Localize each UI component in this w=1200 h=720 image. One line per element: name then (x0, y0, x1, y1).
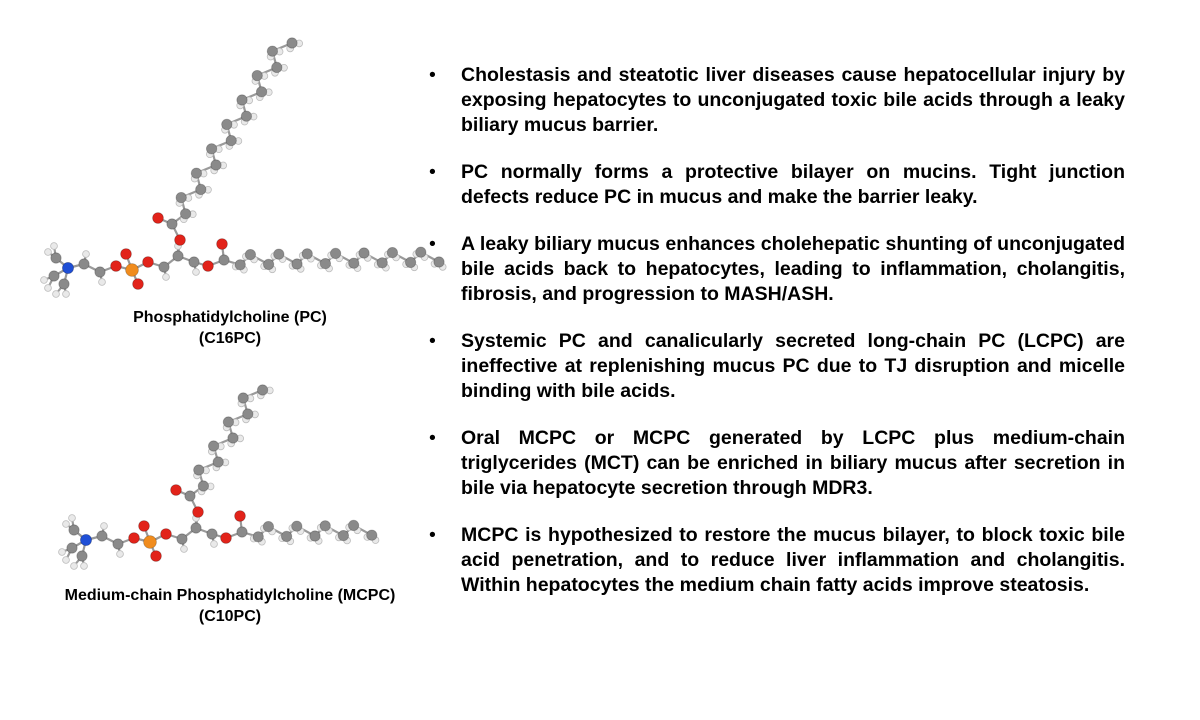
bullet-item (425, 232, 1125, 307)
carbon-atom (228, 433, 238, 443)
bullet-item (425, 523, 1125, 598)
carbon-atom (377, 258, 387, 268)
oxygen-atom (175, 235, 186, 246)
hydrogen-atom (51, 243, 58, 250)
oxygen-atom (153, 213, 164, 224)
hydrogen-atom (45, 249, 52, 256)
carbon-atom (113, 539, 123, 549)
bullet-item (425, 63, 1125, 138)
carbon-atom (67, 543, 77, 553)
carbon-atom (310, 531, 320, 541)
hydrogen-atom (45, 285, 52, 292)
hydrogen-atom (59, 549, 66, 556)
hydrogen-atom (41, 277, 48, 284)
carbon-atom (256, 87, 266, 97)
carbon-atom (191, 168, 201, 178)
oxygen-atom (151, 551, 162, 562)
carbon-atom (226, 135, 236, 145)
carbon-atom (330, 248, 340, 258)
carbon-atom (206, 144, 216, 154)
oxygen-atom (121, 249, 132, 260)
carbon-atom (189, 257, 199, 267)
phosphorus-atom (144, 536, 157, 549)
bullet-marker: • (429, 64, 436, 86)
atoms (59, 385, 379, 570)
carbon-atom (167, 219, 177, 229)
carbon-atom (79, 259, 89, 269)
carbon-atom (213, 457, 223, 467)
carbon-atom (77, 551, 87, 561)
bullet-text: Oral MCPC or MCPC generated by LCPC plus medium-chain triglycerides (MCT) can be enriched in biliary mucus after secretion in bile via hepatocyte secretion through MDR3. (461, 427, 1125, 499)
oxygen-atom (143, 257, 154, 268)
mcpc-name: Medium-chain Phosphatidylcholine (MCPC) (64, 587, 396, 604)
hydrogen-atom (117, 551, 124, 558)
carbon-atom (51, 253, 61, 263)
oxygen-atom (221, 533, 232, 544)
carbon-atom (49, 271, 59, 281)
carbon-atom (191, 523, 201, 533)
carbon-atom (211, 160, 221, 170)
carbon-atom (348, 520, 358, 530)
hydrogen-atom (163, 274, 170, 281)
oxygen-atom (217, 239, 228, 250)
hydrogen-atom (83, 251, 90, 258)
carbon-atom (292, 521, 302, 531)
hydrogen-atom (181, 546, 188, 553)
carbon-atom (180, 209, 190, 219)
carbon-atom (176, 192, 186, 202)
pc-name: Phosphatidylcholine (PC) (133, 309, 327, 326)
carbon-atom (263, 521, 273, 531)
carbon-atom (359, 248, 369, 258)
carbon-atom (320, 258, 330, 268)
hydrogen-atom (81, 563, 88, 570)
bullet-marker: • (429, 330, 436, 352)
carbon-atom (272, 62, 282, 72)
bullet-item (425, 160, 1125, 210)
bullet-text: A leaky biliary mucus enhances cholehepatic shunting of unconjugated bile acids back to hepatocytes, leading to inflammation, cholangitis, fibrosis, and progression to MASH/ASH. (461, 233, 1125, 305)
bullet-text: Cholestasis and steatotic liver diseases cause hepatocellular injury by exposing hepatocytes to unconjugated toxic bile acids through a leaky biliary mucus barrier. (461, 64, 1125, 136)
carbon-atom (257, 385, 267, 395)
oxygen-atom (139, 521, 150, 532)
carbon-atom (274, 249, 284, 259)
oxygen-atom (203, 261, 214, 272)
carbon-atom (159, 262, 169, 272)
carbon-atom (267, 46, 277, 56)
carbon-atom (253, 532, 263, 542)
carbon-atom (185, 491, 195, 501)
bullet-marker: • (429, 524, 436, 546)
carbon-atom (207, 529, 217, 539)
hydrogen-atom (63, 521, 70, 528)
bonds (62, 390, 376, 566)
oxygen-atom (111, 261, 122, 272)
hydrogen-atom (53, 291, 60, 298)
hydrogen-atom (63, 557, 70, 564)
pc-formula-label: (C16PC) (198, 330, 262, 347)
carbon-atom (69, 525, 79, 535)
carbon-atom (194, 465, 204, 475)
carbon-atom (320, 521, 330, 531)
pc-caption (40, 307, 420, 349)
carbon-atom (241, 111, 251, 121)
carbon-atom (235, 260, 245, 270)
carbon-atom (349, 258, 359, 268)
carbon-atom (302, 249, 312, 259)
carbon-atom (387, 247, 397, 257)
carbon-atom (59, 279, 69, 289)
carbon-atom (219, 255, 229, 265)
oxygen-atom (171, 485, 182, 496)
nitrogen-atom (62, 262, 73, 273)
bullet-marker: • (429, 427, 436, 449)
carbon-atom (287, 38, 297, 48)
oxygen-atom (129, 533, 140, 544)
bullet-text: Systemic PC and canalicularly secreted long-chain PC (LCPC) are ineffective at replenishing mucus PC due to TJ disruption and micelle binding with bile acids. (461, 330, 1125, 402)
carbon-atom (223, 417, 233, 427)
carbon-atom (208, 441, 218, 451)
carbon-atom (252, 70, 262, 80)
carbon-atom (405, 257, 415, 267)
mcpc-caption (20, 585, 440, 627)
oxygen-atom (193, 507, 204, 518)
carbon-atom (238, 393, 248, 403)
carbon-atom (95, 267, 105, 277)
carbon-atom (237, 95, 247, 105)
carbon-atom (243, 409, 253, 419)
carbon-atom (281, 531, 291, 541)
carbon-atom (97, 531, 107, 541)
carbon-atom (173, 251, 183, 261)
bullet-marker: • (429, 161, 436, 183)
hydrogen-atom (63, 291, 70, 298)
oxygen-atom (161, 529, 172, 540)
bullet-text: MCPC is hypothesized to restore the mucus bilayer, to block toxic bile acid penetration, and to reduce liver inflammation and cholangitis. Within hepatocytes the medium chain fatty acids improve steatosis. (461, 524, 1125, 596)
carbon-atom (196, 184, 206, 194)
nitrogen-atom (80, 534, 91, 545)
hydrogen-atom (99, 279, 106, 286)
carbon-atom (263, 259, 273, 269)
carbon-atom (198, 481, 208, 491)
oxygen-atom (235, 511, 246, 522)
hydrogen-atom (71, 563, 78, 570)
carbon-atom (338, 530, 348, 540)
carbon-atom (367, 530, 377, 540)
atoms (41, 38, 447, 298)
bullet-item (425, 426, 1125, 501)
hydrogen-atom (193, 269, 200, 276)
carbon-atom (222, 119, 232, 129)
hydrogen-atom (211, 541, 218, 548)
bullet-list (425, 63, 1125, 620)
phosphorus-atom (126, 264, 139, 277)
bullet-text: PC normally forms a protective bilayer on mucins. Tight junction defects reduce PC in mucus and make the barrier leaky. (461, 161, 1125, 208)
carbon-atom (292, 259, 302, 269)
carbon-atom (177, 534, 187, 544)
bullet-marker: • (429, 233, 436, 255)
oxygen-atom (133, 279, 144, 290)
carbon-atom (245, 249, 255, 259)
hydrogen-atom (69, 515, 76, 522)
bullet-item (425, 329, 1125, 404)
mcpc-formula-label: (C10PC) (198, 608, 262, 625)
hydrogen-atom (101, 523, 108, 530)
carbon-atom (237, 527, 247, 537)
